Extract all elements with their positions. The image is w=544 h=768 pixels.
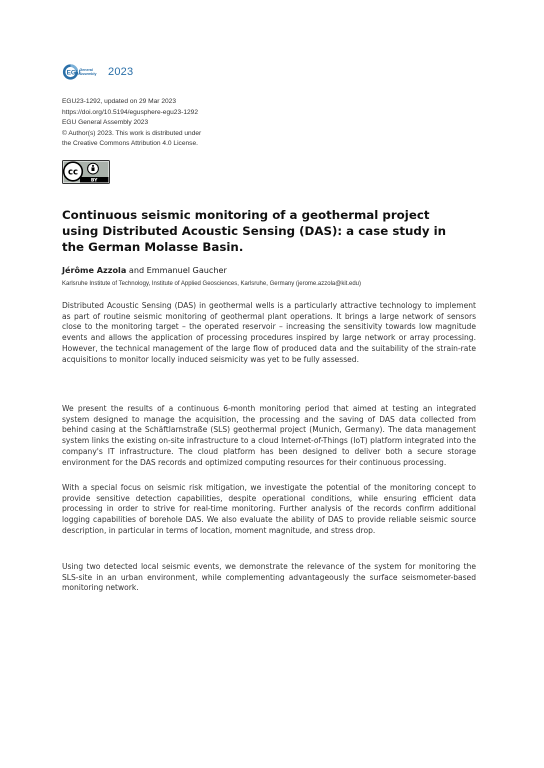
paper-title: Continuous seismic monitoring of a geothermal project using Distributed Acoustic Sensing (DAS): a case study in the German Molasse Basin. [62, 208, 447, 255]
doi-link[interactable]: https://doi.org/10.5194/egusphere-egu23-1292 [62, 108, 199, 116]
svg-text:Assembly: Assembly [79, 72, 97, 76]
license-line-2: the Creative Commons Attribution 4.0 License. [62, 140, 198, 147]
egu-logo-icon [62, 62, 106, 82]
abstract-paragraph: With a special focus on seismic risk mitigation, we investigate the potential of the monitoring concept to provide sensitive detection capabilities, despite operational conditions, while ensuring efficient data processing in order to strive for real-time monitoring. Further analysis of the records confirm additional logging capabilities of borehole DAS. We also evaluate the ability of DAS to provide reliable seismic source description, in particular in terms of location, moment magnitude, and stress drop. [62, 483, 476, 535]
svg-text:EGU: EGU [66, 69, 81, 77]
cc-badge-text: cc [68, 166, 78, 177]
cc-by-license-badge[interactable] [62, 160, 110, 184]
author-list [62, 265, 227, 275]
conference-name: EGU General Assembly 2023 [62, 119, 149, 126]
lead-author: Jérôme Azzola [62, 265, 127, 275]
abstract-meta [62, 97, 201, 150]
egu-logo [62, 62, 133, 82]
abstract-paragraph: Distributed Acoustic Sensing (DAS) in geothermal wells is a particularly attractive technology to implement as part of routine seismic monitoring of geothermal plant operations. It brings a large network of sensors close to the monitoring target – the operated reservoir – increasing the sensitivity towards low magnitude events and allows the application of processing procedures inspired by large network or array processing. However, the technical management of the large flow of produced data and the suitability of the strain-rate acquisitions to monitor locally induced seismicity was yet to be fully assessed. [62, 301, 476, 364]
logo-year: 2023 [108, 66, 134, 78]
author-affiliation: Karlsruhe Institute of Technology, Institute of Applied Geosciences, Karlsruhe, Germany (jerome.azzola@kit.edu) [62, 281, 362, 287]
coauthors: and Emmanuel Gaucher [126, 265, 227, 275]
abstract-paragraph: Using two detected local seismic events, we demonstrate the relevance of the system for monitoring the SLS-site in an urban environment, while complementing advantageously the surface seismometer-based monitoring network. [62, 562, 476, 593]
by-badge-text: BY [90, 178, 98, 184]
svg-text:General: General [79, 68, 93, 72]
license-line-1: © Author(s) 2023. This work is distributed under [62, 129, 202, 137]
abstract-paragraph: We present the results of a continuous 6-month monitoring period that aimed at testing an integrated system designed to manage the acquisition, the processing and the saving of DAS data collected from behind casing at the Schäftlarnstraße (SLS) geothermal project (Munich, Germany). The data management system links the existing on-site infrastructure to a cloud Internet-of-Things (IoT) platform integrated into the company's IT infrastructure. The cloud platform has been designed to deliver both a secure storage environment for the DAS records and optimized computing resources for their continuous processing. [62, 404, 476, 467]
abstract-id: EGU23-1292, updated on 29 Mar 2023 [62, 98, 177, 105]
